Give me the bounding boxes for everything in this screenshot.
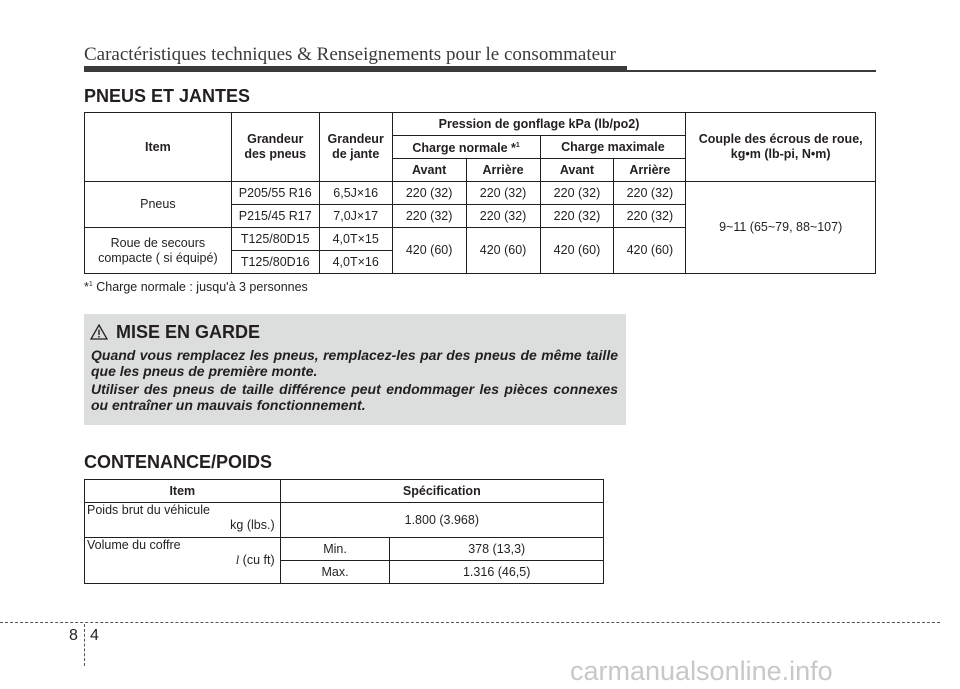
header-front: Avant [392, 159, 466, 182]
tire-size: P205/55 R16 [231, 182, 319, 205]
watermark: carmanualsonline.info [570, 656, 833, 686]
table-row [85, 503, 604, 538]
caution-paragraph: Utiliser des pneus de taille différence peut endommager les pièces connexes ou entraîner un mauvais fonctionnement. [91, 381, 618, 413]
spare-pressure-value: 420 (60) [392, 228, 466, 274]
tires-label: Pneus [85, 182, 232, 228]
header-normal-load: Charge normale *$^1$ [392, 136, 540, 159]
caution-box [84, 314, 626, 425]
pressure-value: 220 (32) [392, 182, 466, 205]
header-item: Item [85, 480, 281, 503]
rim-size: 4,0T×15 [319, 228, 392, 251]
max-value: 1.316 (46,5) [390, 561, 604, 584]
pressure-value: 220 (32) [614, 205, 686, 228]
tires-table [84, 112, 876, 274]
spare-pressure-value: 420 (60) [540, 228, 614, 274]
weight-unit: kg (lbs.) [230, 518, 275, 532]
header-spec: Spécification [280, 480, 603, 503]
header-pressure: Pression de gonflage kPa (lb/po2) [392, 113, 686, 136]
capacity-section-title: CONTENANCE/POIDS [84, 452, 273, 472]
caution-title: MISE EN GARDE [116, 322, 261, 342]
header-rim-size: Grandeur de jante [319, 113, 392, 182]
pressure-value: 220 (32) [392, 205, 466, 228]
caution-paragraph: Quand vous remplacez les pneus, remplacez-les par des pneus de même taille que les pneus de première monte. [91, 347, 618, 379]
header-bar [84, 66, 627, 72]
tires-section-title: PNEUS ET JANTES [84, 86, 251, 106]
weight-label: Poids brut du véhicule kg (lbs.) [85, 503, 281, 538]
caution-heading [90, 322, 260, 345]
pressure-value: 220 (32) [614, 182, 686, 205]
min-value: 378 (13,3) [390, 538, 604, 561]
trunk-volume-label: Volume du coffre l (cu ft) [85, 538, 281, 584]
header-rule [627, 70, 876, 72]
chapter-header: Caractéristiques techniques & Renseignements pour le consommateur [84, 44, 616, 65]
max-label: Max. [280, 561, 390, 584]
rim-size: 6,5J×16 [319, 182, 392, 205]
weight-value: 1.800 (3.968) [280, 503, 603, 538]
footnote: *$^1$ Charge normale : jusqu'à 3 personnes [84, 280, 308, 294]
rim-size: 7,0J×17 [319, 205, 392, 228]
header-item: Item [85, 113, 232, 182]
spare-pressure-value: 420 (60) [466, 228, 540, 274]
footer-dashed-divider [84, 624, 85, 666]
min-label: Min. [280, 538, 390, 561]
capacity-table [84, 479, 604, 584]
pressure-value: 220 (32) [540, 205, 614, 228]
tire-size: P215/45 R17 [231, 205, 319, 228]
footer-dashed-rule [0, 622, 940, 623]
header-max-load: Charge maximale [540, 136, 686, 159]
page-number: 4 [90, 627, 99, 644]
tire-size: T125/80D15 [231, 228, 319, 251]
torque-value: 9~11 (65~79, 88~107) [686, 182, 876, 274]
header-tire-size: Grandeur des pneus [231, 113, 319, 182]
table-row [85, 538, 604, 561]
volume-unit: l (cu ft) [235, 553, 275, 567]
pressure-value: 220 (32) [540, 182, 614, 205]
pressure-value: 220 (32) [466, 205, 540, 228]
section-number: 8 [69, 627, 78, 644]
tire-size: T125/80D16 [231, 251, 319, 274]
header-torque: Couple des écrous de roue, kg•m (lb-pi, N•m) [686, 113, 876, 182]
warning-triangle-icon [90, 324, 108, 345]
header-rear: Arrière [466, 159, 540, 182]
header-front: Avant [540, 159, 614, 182]
pressure-value: 220 (32) [466, 182, 540, 205]
spare-pressure-value: 420 (60) [614, 228, 686, 274]
rim-size: 4,0T×16 [319, 251, 392, 274]
table-row [85, 182, 876, 205]
spare-wheel-label: Roue de secours compacte ( si équipé) [85, 228, 232, 274]
header-rear: Arrière [614, 159, 686, 182]
